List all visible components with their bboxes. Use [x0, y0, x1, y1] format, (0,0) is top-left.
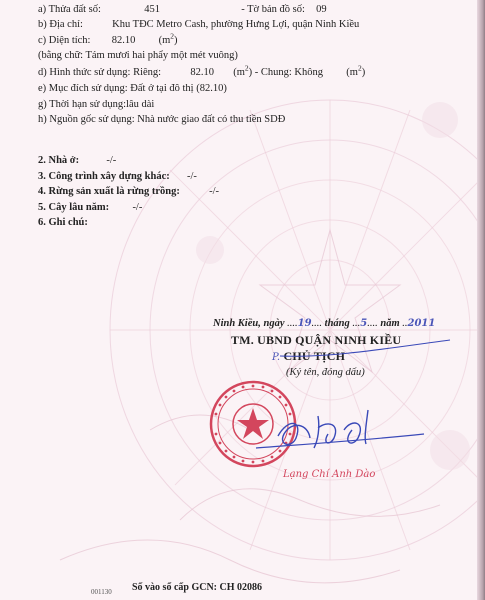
serial-number: 001130 — [91, 588, 112, 596]
house-row — [38, 154, 116, 167]
area-label: c) Diện tích: — [38, 35, 91, 46]
address-value: Khu TĐC Metro Cash, phường Hưng Lợi, quận Ninh Kiều — [112, 19, 360, 30]
land-use-purpose: e) Mục đích sử dụng: Đất ở tại đô thị (82.10) — [38, 83, 227, 94]
usage-form-row — [38, 63, 366, 79]
usage-form-label: d) Hình thức sử dụng: Riêng: — [38, 67, 162, 78]
registry-number: Số vào sổ cấp GCN: CH 02086 — [132, 582, 263, 593]
area-row — [38, 31, 178, 47]
issue-place: Ninh Kiều, ngày — [213, 318, 285, 329]
address-label: b) Địa chỉ: — [38, 19, 83, 30]
other-works-row — [38, 170, 197, 183]
address-row — [38, 18, 359, 31]
forest-row — [38, 185, 219, 198]
area-unit: $(m^2)$ — [158, 31, 178, 46]
map-sheet-value: 09 — [316, 4, 327, 15]
usage-origin: h) Nguồn gốc sử dụng: Nhà nước giao đất có thu tiền SDĐ — [38, 114, 286, 125]
house-value: -/- — [106, 155, 117, 166]
handwritten-signature — [248, 398, 428, 458]
area-in-words: (bằng chữ: Tám mươi hai phẩy một mét vuông) — [38, 50, 238, 61]
forest-value: -/- — [209, 186, 219, 197]
house-label: 2. Nhà ở: — [38, 155, 80, 166]
other-works-value: -/- — [187, 171, 197, 182]
year-label: năm — [380, 318, 400, 329]
issue-date-line: Ninh Kiều, ngày ....19.... tháng ...5.... năm ..2011 — [213, 318, 436, 329]
perennial-trees-label: 5. Cây lâu năm: — [38, 202, 110, 213]
sign-seal-note: (Ký tên, đóng dấu) — [286, 367, 365, 378]
position-title: CHỦ TỊCH — [283, 349, 346, 363]
page-edge-shadow — [477, 0, 485, 600]
issuing-authority: TM. UBND QUẬN NINH KIỀU — [231, 333, 402, 347]
signer-name: Lạng Chí Anh Dào — [283, 469, 376, 480]
month-label: tháng — [324, 318, 350, 329]
usage-term: g) Thời hạn sử dụng:lâu dài — [38, 99, 155, 110]
perennial-trees-row — [38, 201, 142, 214]
shared-area-unit: $(m^2)$ — [346, 63, 366, 78]
forest-label: 4. Rừng sản xuất là rừng trồng: — [38, 186, 180, 197]
parcel-number-label: a) Thửa đất số: — [38, 4, 101, 15]
handwritten-stroke — [270, 330, 460, 362]
map-sheet-label: - Tờ bản đồ số: — [241, 4, 305, 15]
private-area-value: 82.10 — [190, 67, 214, 78]
shared-area-text: - Chung: Không — [254, 67, 324, 78]
position-prefix: P. — [272, 352, 281, 363]
issue-year: 2011 — [407, 318, 436, 329]
parcel-number-row — [38, 3, 327, 16]
notes-label: 6. Ghi chú: — [38, 217, 88, 228]
other-works-label: 3. Công trình xây dựng khác: — [38, 171, 170, 182]
issue-month: 5 — [360, 318, 368, 329]
issue-day: 19 — [297, 318, 312, 329]
parcel-number-value: 451 — [144, 4, 160, 15]
perennial-trees-value: -/- — [132, 202, 143, 213]
private-area-unit: $(m^2)$ — [233, 63, 253, 78]
area-value: 82.10 — [111, 35, 136, 46]
